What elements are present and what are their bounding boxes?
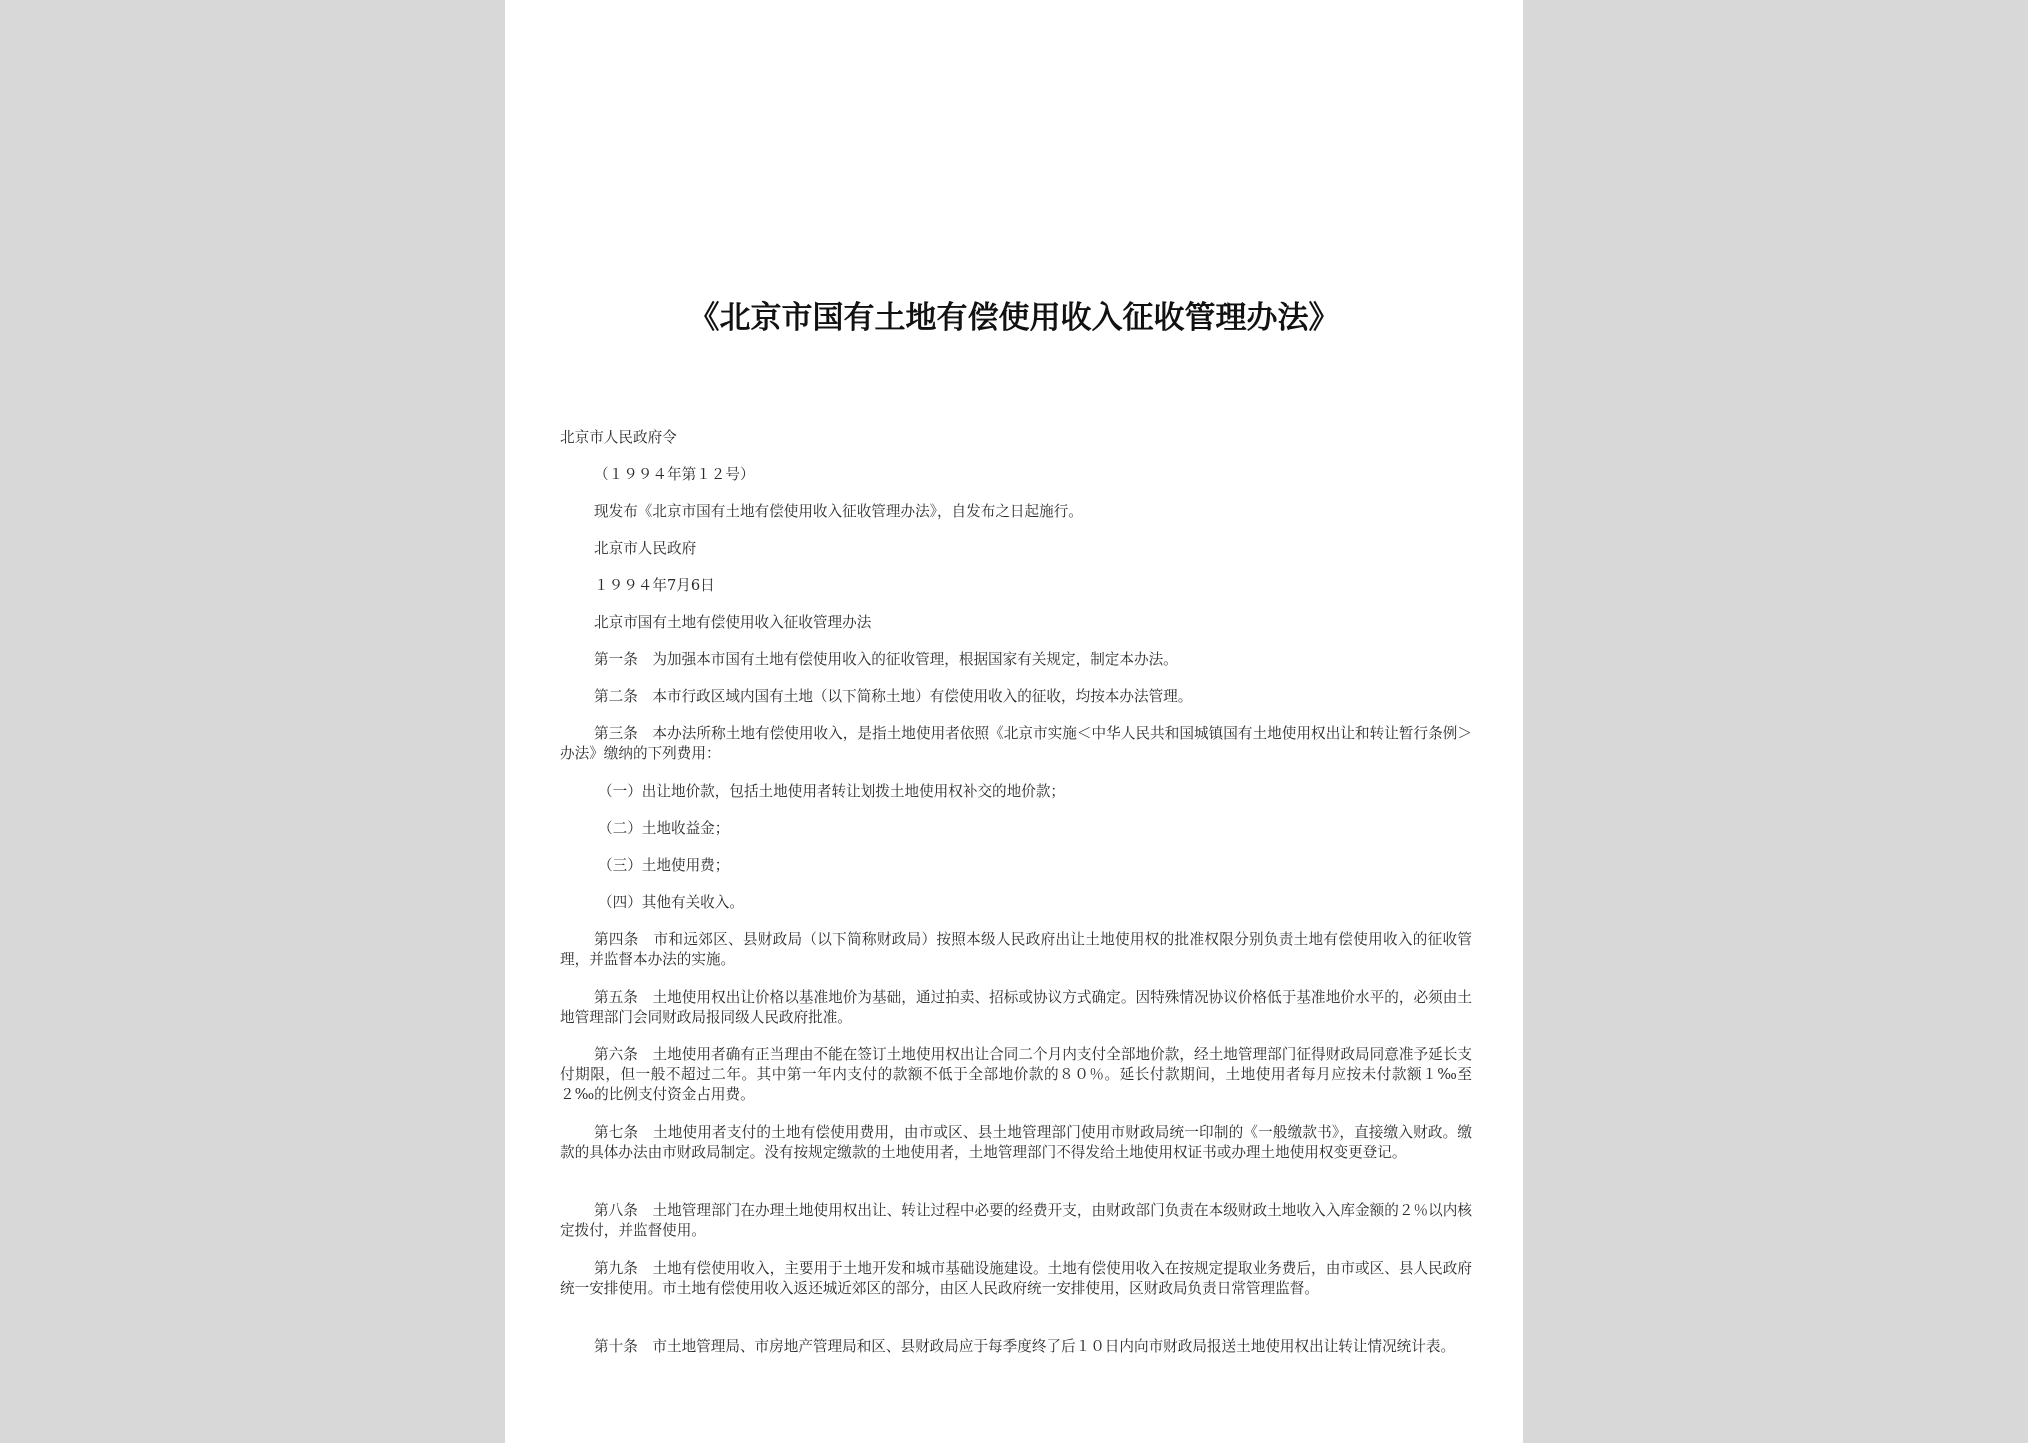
document-page: [505, 0, 1523, 1443]
article-3-item-3: （三）土地使用费；: [598, 857, 730, 874]
article-2: 第二条 本市行政区域内国有土地（以下简称土地）有偿使用收入的征收，均按本办法管理。: [594, 688, 1193, 705]
article-5: 第五条 土地使用权出让价格以基准地价为基础，通过拍卖、招标或协议方式确定。因特殊情况协议价格低于基准地价水平的，必须由土地管理部门会同财政局报同级人民政府批准。: [560, 989, 1472, 1026]
article-3: 第三条 本办法所称土地有偿使用收入，是指土地使用者依照《北京市实施＜中华人民共和国城镇国有土地使用权出让和转让暂行条例＞办法》缴纳的下列费用：: [560, 725, 1472, 762]
order-number: （１９９４年第１２号）: [594, 466, 755, 483]
article-3-item-2: （二）土地收益金；: [598, 820, 730, 837]
article-8: 第八条 土地管理部门在办理土地使用权出让、转让过程中必要的经费开支，由财政部门负责在本级财政土地收入入库金额的２％以内核定拨付，并监督使用。: [560, 1202, 1472, 1239]
article-6: 第六条 土地使用者确有正当理由不能在签订土地使用权出让合同二个月内支付全部地价款，经土地管理部门征得财政局同意准予延长支付期限，但一般不超过二年。其中第一年内支付的款额不低于全部地价款的８０％。延长付款期间，土地使用者每月应按未付款额１‰至２‰的比例支付资金占用费。: [560, 1046, 1472, 1103]
promulgation-text: 现发布《北京市国有土地有偿使用收入征收管理办法》，自发布之日起施行。: [594, 503, 1083, 520]
article-7: 第七条 土地使用者支付的土地有偿使用费用，由市或区、县土地管理部门使用市财政局统一印制的《一般缴款书》，直接缴入财政。缴款的具体办法由市财政局制定。没有按规定缴款的土地使用者，土地管理部门不得发给土地使用权证书或办理土地使用权变更登记。: [560, 1124, 1472, 1161]
article-1: 第一条 为加强本市国有土地有偿使用收入的征收管理，根据国家有关规定，制定本办法。: [594, 651, 1178, 668]
article-10: 第十条 市土地管理局、市房地产管理局和区、县财政局应于每季度终了后１０日内向市财政局报送土地使用权出让转让情况统计表。: [594, 1338, 1456, 1355]
signer: 北京市人民政府: [594, 540, 697, 557]
article-3-item-1: （一）出让地价款，包括土地使用者转让划拨土地使用权补交的地价款；: [598, 783, 1066, 800]
article-4: 第四条 市和远郊区、县财政局（以下简称财政局）按照本级人民政府出让土地使用权的批准权限分别负责土地有偿使用收入的征收管理，并监督本办法的实施。: [560, 931, 1472, 968]
article-9: 第九条 土地有偿使用收入，主要用于土地开发和城市基础设施建设。土地有偿使用收入在按规定提取业务费后，由市或区、县人民政府统一安排使用。市土地有偿使用收入返还城近郊区的部分，由区人民政府统一安排使用，区财政局负责日常管理监督。: [560, 1260, 1472, 1297]
order-issuer: 北京市人民政府令: [560, 429, 677, 446]
document-title: 《北京市国有土地有偿使用收入征收管理办法》: [688, 300, 1340, 336]
article-3-item-4: （四）其他有关收入。: [598, 894, 744, 911]
signing-date: １９９４年7月6日: [594, 577, 715, 594]
law-title: 北京市国有土地有偿使用收入征收管理办法: [594, 614, 872, 631]
